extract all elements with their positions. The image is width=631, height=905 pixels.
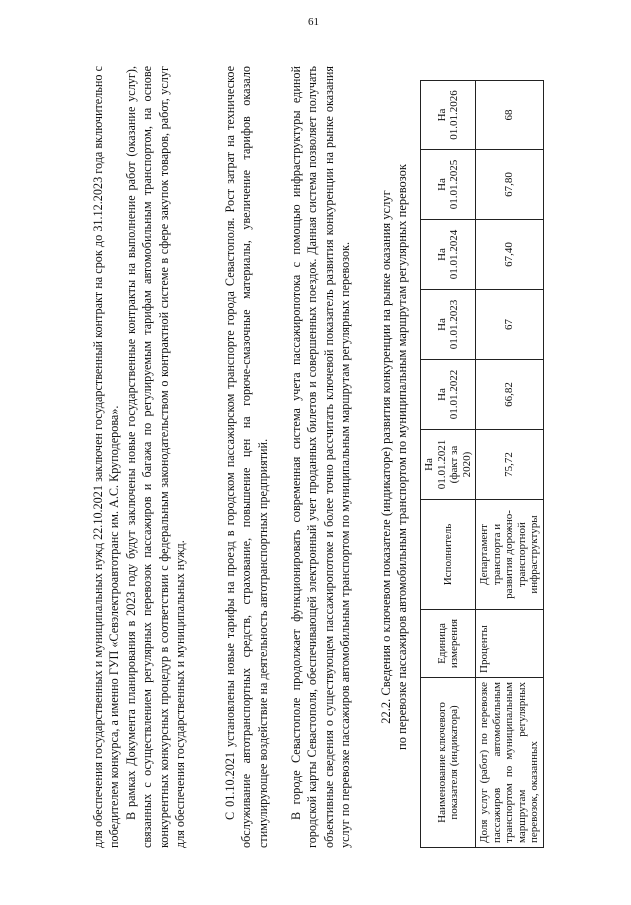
cell-2021: 75,72 bbox=[476, 430, 544, 500]
table-header-row bbox=[421, 81, 476, 848]
cell-2025: 67,80 bbox=[476, 150, 544, 220]
header-executor: Исполнитель bbox=[421, 500, 476, 610]
cell-indicator: Доля услуг (работ) по перевозке пассажиров автомобильным транспортом по муниципальным маршрутам регулярных перевозок, оказанных bbox=[476, 678, 544, 848]
cell-2026: 68 bbox=[476, 81, 544, 150]
section-heading bbox=[378, 66, 410, 848]
rotated-page-content bbox=[90, 48, 590, 848]
header-2022: На 01.01.2022 bbox=[421, 360, 476, 430]
cell-2023: 67 bbox=[476, 290, 544, 360]
paragraph-passenger-accounting: В городе Севастополе продолжает функционировать современная система учета пассажиропотока с помощью инфраструктуры единой городской карты Севастополя, обеспечивающей электронный учет проданных билетов и совершенных поездок. Данная система позволяет получать объективные сведения о существующем пассажиропотоке и более точно рассчитать ключевой показатель развития конкуренции на рынке оказания услуг по перевозке пассажиров автомобильным транспортом по муниципальным маршрутам регулярных перевозок. bbox=[289, 66, 353, 848]
table-row bbox=[476, 81, 544, 848]
cell-unit: Проценты bbox=[476, 610, 544, 678]
section-heading-line-2: по перевозке пассажиров автомобильным транспортом по муниципальным маршрутам регулярных перевозок bbox=[395, 164, 409, 750]
paragraph-planning: В рамках Документа планирования в 2023 году будут заключены новые государственные контракты на выполнение работ (оказание услуг), связанных с осуществлением регулярных перевозок пассажиров и багажа по регулируемым тарифам автомобильным транспортом, на основе конкурентных конкурсных процедур в соответствии с федеральным законодательством о контрактной системе в сфере закупок товаров, работ, услуг для обеспечения государственных и муниципальных нужд. bbox=[124, 66, 188, 848]
header-2025: На 01.01.2025 bbox=[421, 150, 476, 220]
header-2021: На 01.01.2021 (факт за 2020) bbox=[421, 430, 476, 500]
page-number: 61 bbox=[308, 16, 319, 28]
indicator-table bbox=[420, 80, 544, 848]
cell-2024: 67,40 bbox=[476, 220, 544, 290]
header-2024: На 01.01.2024 bbox=[421, 220, 476, 290]
cell-2022: 66,82 bbox=[476, 360, 544, 430]
paragraph-tariffs: С 01.10.2021 установлены новые тарифы на проезд в городском пассажирском транспорте города Севастополя. Рост затрат на техническое обслуживание автотранспортных средств, страхование, повышение цен на горюче-смазочные материалы, увеличение тарифов оказало стимулирующее воздействие на деятельность автотранспортных предприятий. bbox=[223, 66, 270, 848]
cell-executor: Департамент транспорта и развития дорожно-транспортной инфраструктуры bbox=[476, 500, 544, 610]
header-2023: На 01.01.2023 bbox=[421, 290, 476, 360]
paragraph-contract: для обеспечения государственных и муниципальных нужд 22.10.2021 заключен государственный контракт на срок до 31.12.2023 года включительно с победителем конкурса, а именно ГУП «Севэлектроавтотранс им. А.С. Круподерова». bbox=[91, 66, 122, 848]
header-2026: На 01.01.2026 bbox=[421, 81, 476, 150]
header-indicator: Наименование ключевого показателя (индикатора) bbox=[421, 678, 476, 848]
section-heading-line-1: 22.2. Сведения о ключевом показателе (индикаторе) развития конкуренции на рынке оказания услуг bbox=[379, 190, 393, 724]
header-unit: Единица измерения bbox=[421, 610, 476, 678]
